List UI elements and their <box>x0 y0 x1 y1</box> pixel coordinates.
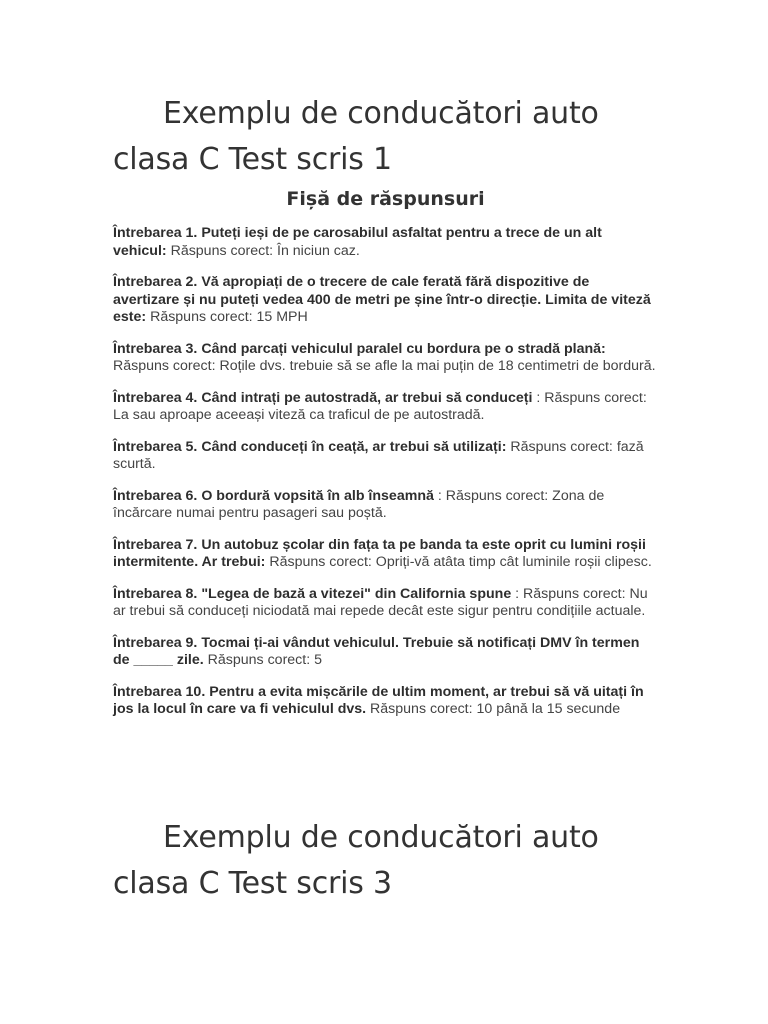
answer-text: : Răspuns corect: Zona de încărcare numai pentru pasageri sau poștă. <box>113 487 605 521</box>
question-item-7 <box>113 537 658 572</box>
answer-text: Răspuns corect: În niciun caz. <box>166 242 360 259</box>
answer-text: Răspuns corect: Roțile dvs. trebuie să se afle la mai puțin de 18 centimetri de bordură. <box>113 358 656 374</box>
question-text: Întrebarea 2. Vă apropiați de o trecere de cale ferată fără dispozitive de avertizare și nu puteți vedea 400 de metri pe șine într-o direcție. Limita de viteză este: <box>113 274 651 325</box>
question-item-5 <box>113 439 658 474</box>
question-text: Întrebarea 6. O bordură vopsită în alb înseamnă <box>113 487 434 504</box>
question-text: Întrebarea 3. Când parcați vehiculul paralel cu bordura pe o stradă plană: <box>113 340 606 357</box>
answer-text: Răspuns corect: Opriți-vă atâta timp cât luminile roșii clipesc. <box>265 554 652 570</box>
question-item-6 <box>113 488 658 523</box>
question-item-1 <box>113 225 658 260</box>
question-item-9 <box>113 635 658 670</box>
question-item-2 <box>113 274 658 327</box>
page-title: Exemplu de conducători auto clasa C Test scris 1 <box>113 96 599 177</box>
answer-text: : Răspuns corect: Nu ar trebui să conduceți niciodată mai repede decât este sigur pentru condițiile actuale. <box>113 585 648 619</box>
answer-text: : Răspuns corect: La sau aproape aceeași viteză ca traficul de pe autostradă. <box>113 389 647 423</box>
answer-text: Răspuns corect: 10 până la 15 secunde <box>366 701 621 717</box>
answer-text: Răspuns corect: 15 MPH <box>146 309 308 325</box>
question-item-8 <box>113 586 658 621</box>
answer-text: Răspuns corect: 5 <box>203 652 322 668</box>
section-title: Exemplu de conducători auto clasa C Test scris 3 <box>113 820 599 901</box>
question-text: Întrebarea 7. Un autobuz școlar din fața ta pe banda ta este oprit cu lumini roșii intermitente. Ar trebui: <box>113 536 646 570</box>
question-text: Întrebarea 1. Puteți ieși de pe carosabilul asfaltat pentru a trece de un alt vehicul: <box>113 225 602 259</box>
question-text: Întrebarea 8. "Legea de bază a vitezei" din California spune <box>113 585 512 602</box>
answer-sheet-subtitle: Fișă de răspunsuri <box>286 188 485 210</box>
question-item-4 <box>113 390 658 425</box>
answer-text: Răspuns corect: fază scurtă. <box>113 438 644 472</box>
question-text: Întrebarea 5. Când conduceți în ceață, ar trebui să utilizați: <box>113 438 507 455</box>
question-text: Întrebarea 4. Când intrați pe autostradă, ar trebui să conduceți <box>113 389 533 406</box>
question-item-3 <box>113 341 658 376</box>
question-text: Întrebarea 9. Tocmai ți-ai vândut vehiculul. Trebuie să notificați DMV în termen de _____ zile. <box>113 634 640 668</box>
question-text: Întrebarea 10. Pentru a evita mișcările de ultim moment, ar trebui să vă uitați în jos la locul în care va fi vehiculul dvs. <box>113 683 644 717</box>
question-list <box>113 225 658 733</box>
question-item-10 <box>113 684 658 719</box>
